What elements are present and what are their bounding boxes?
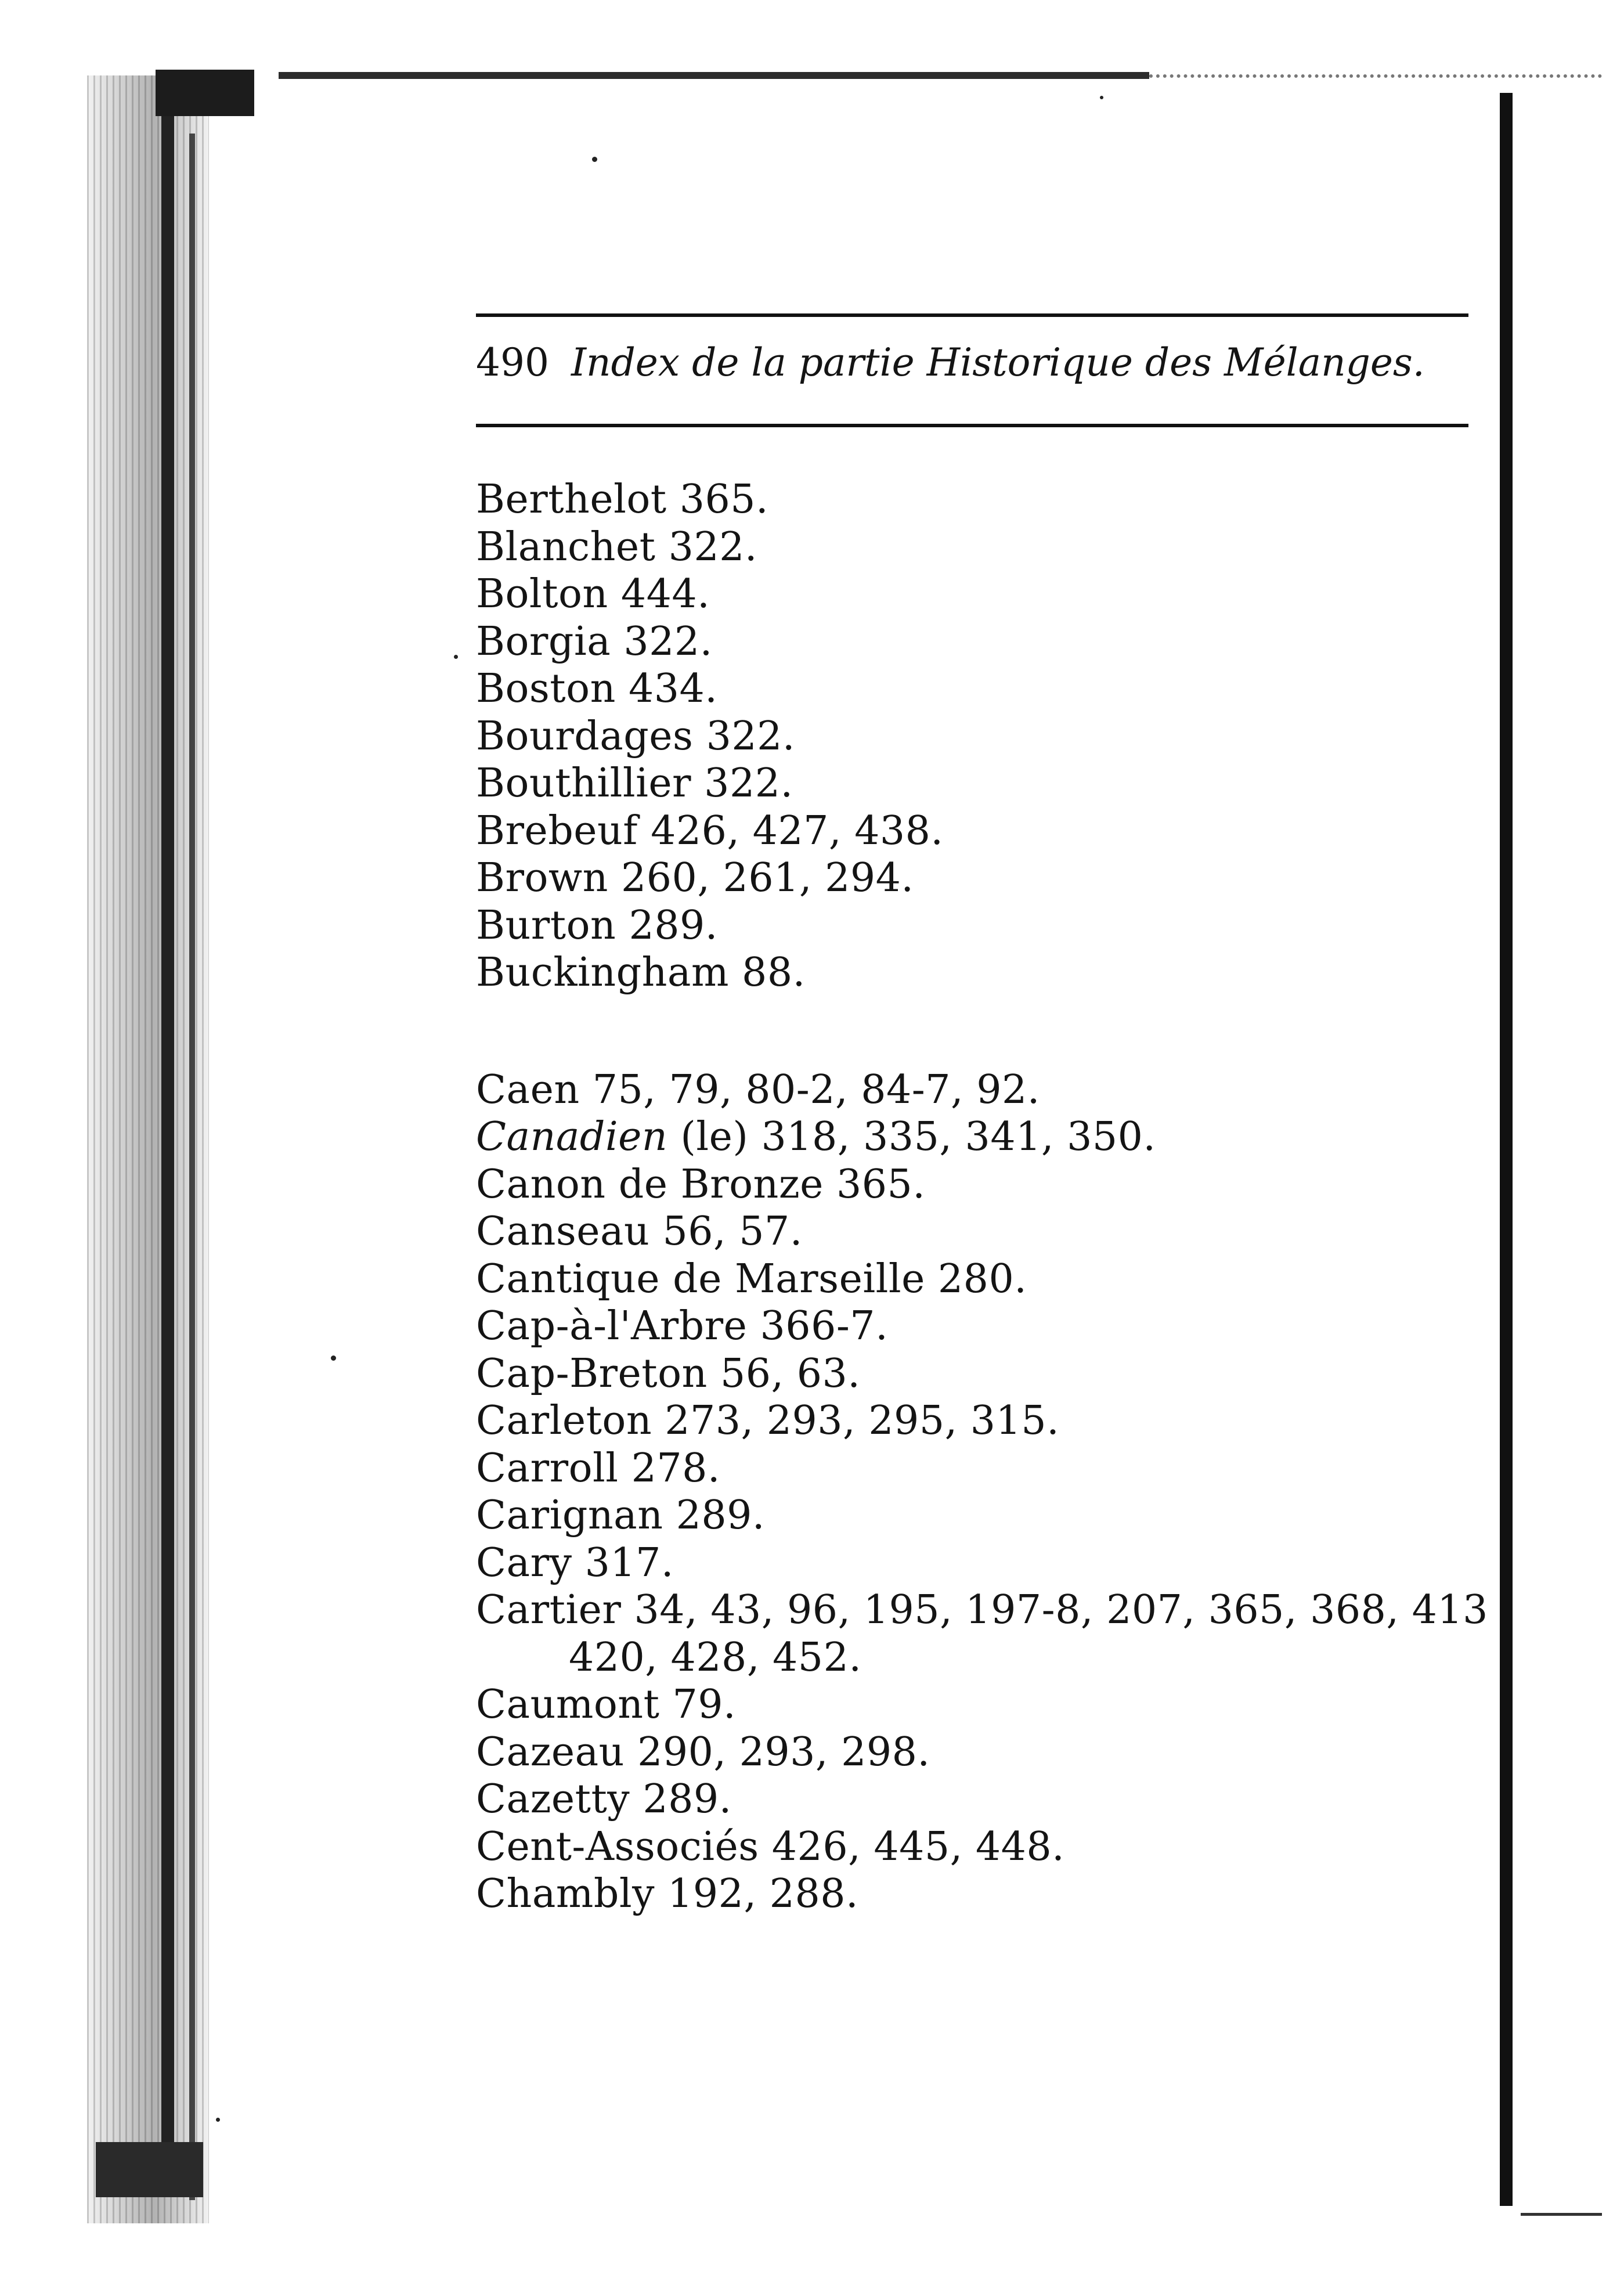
index-entry-pages: (le) 318, 335, 341, 350. [667, 1114, 1156, 1160]
scan-speck [216, 2118, 220, 2122]
index-entry [476, 1113, 1468, 1161]
index-page [476, 308, 1488, 1933]
index-entry: Carignan 289. [476, 1492, 766, 1538]
index-entry: Cazetty 289. [476, 1776, 732, 1822]
header-rule-top [476, 313, 1468, 317]
page-title: Index de la partie Historique des Mélanges. [571, 340, 1425, 385]
index-entry: Bolton 444. [476, 571, 710, 617]
binding-edge-line [161, 110, 174, 2194]
page-top-edge [279, 72, 1149, 79]
page-corner-mark [1521, 2213, 1602, 2216]
scan-corner-shadow [156, 70, 254, 116]
page-header [476, 340, 1468, 385]
index-entry: Borgia 322. [476, 618, 713, 665]
index-entry: Bourdages 322. [476, 713, 795, 759]
scan-speck [1100, 96, 1103, 99]
index-entry: Berthelot 365. [476, 477, 769, 522]
index-entry: Cantique de Marseille 280. [476, 1256, 1027, 1302]
index-entry: Canseau 56, 57. [476, 1209, 803, 1254]
index-entry: Cap-à-l'Arbre 366-7. [476, 1303, 889, 1349]
section-gap [476, 997, 1468, 1066]
index-entry: Cartier 34, 43, 96, 195, 197-8, 207, 365, 368, 413 [476, 1587, 1488, 1633]
index-entry-italic-term: Canadien [476, 1114, 668, 1160]
index-entry: Cazeau 290, 293, 298. [476, 1729, 930, 1775]
page-top-edge [1149, 74, 1602, 80]
scan-speck [454, 655, 458, 659]
index-entry: Caen 75, 79, 80-2, 84-7, 92. [476, 1066, 1040, 1113]
binding-edge-line [189, 134, 195, 2200]
index-entry: Chambly 192, 288. [476, 1871, 859, 1917]
index-entry: Boston 434. [476, 666, 718, 712]
index-entry: Brown 260, 261, 294. [476, 855, 914, 901]
index-entries [476, 476, 1488, 1918]
index-entry: Carroll 278. [476, 1445, 721, 1491]
index-entry: Blanchet 322. [476, 524, 758, 570]
page-number: 490 [476, 340, 549, 385]
index-entry: Buckingham 88. [476, 950, 806, 996]
header-rule-bottom [476, 424, 1468, 427]
index-entry: Carleton 273, 293, 295, 315. [476, 1398, 1060, 1444]
page-right-edge [1500, 93, 1513, 2206]
index-entry: Canon de Bronze 365. [476, 1161, 926, 1207]
index-entry-continuation: 420, 428, 452. [569, 1634, 862, 1681]
index-entry: Cent-Associés 426, 445, 448. [476, 1823, 1065, 1870]
index-entry: Bouthillier 322. [476, 760, 793, 806]
index-entry: Cary 317. [476, 1540, 674, 1586]
binding-shadow [96, 2142, 203, 2197]
index-entry: Cap-Breton 56, 63. [476, 1350, 861, 1397]
index-entry: Burton 289. [476, 902, 718, 949]
index-entry: Brebeuf 426, 427, 438. [476, 807, 944, 854]
scan-speck [331, 1355, 336, 1361]
scan-speck [592, 157, 597, 162]
index-entry: Caumont 79. [476, 1682, 737, 1728]
